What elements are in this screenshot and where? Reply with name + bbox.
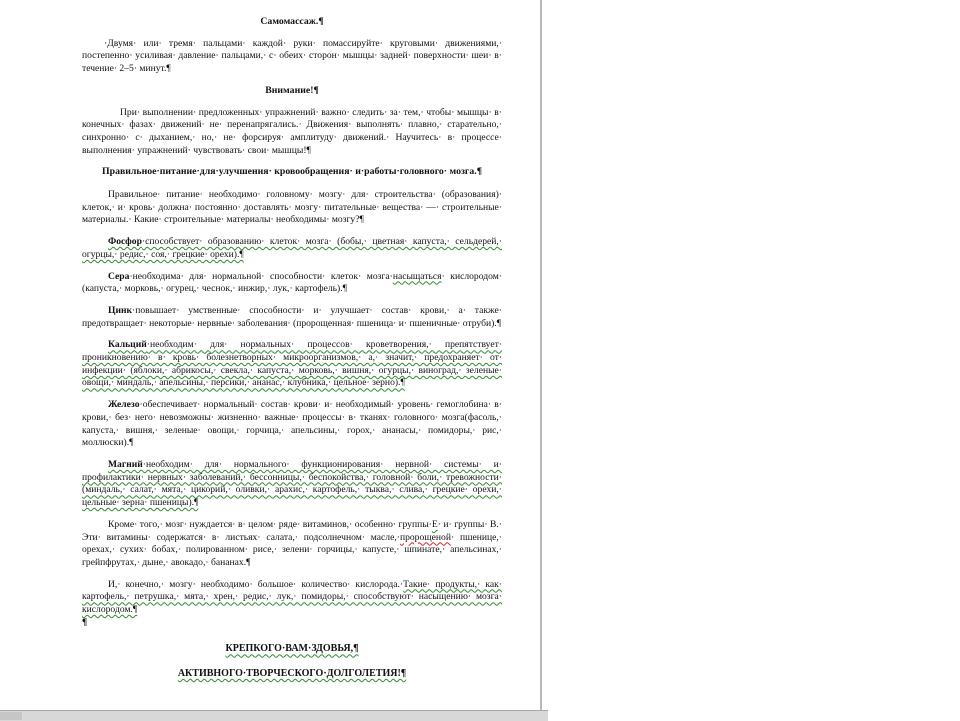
page-edge-right <box>540 0 542 712</box>
sulfur-text-a: ·необходима· для· нормальной· способности· клеток· мозга· <box>129 270 393 282</box>
spelling-flag[interactable]: пророщеной <box>399 531 451 543</box>
term-zinc: Цинк <box>108 304 133 316</box>
paragraph-zinc <box>82 305 502 330</box>
vitamins-text-b: · и· группы· В.· Эти· витамины· содержатся· в· листьях· салата,· подсолнечном· масле,· <box>82 518 502 543</box>
heading-nutrition: Правильное·питание·для·улучшения· кровообращения· и·работы·головного· мозга.¶ <box>102 166 482 178</box>
term-phosphorus: Фосфор <box>108 236 142 248</box>
term-iron: Железо <box>108 399 140 411</box>
document-body[interactable] <box>82 16 502 681</box>
sulfur-text-b: · кислородом· (капуста,· морковь,· огурец,· чеснок,· инжир,· лук,· картофель).¶ <box>82 270 503 295</box>
vitamins-text-a: Кроме· того,· мозг· нуждается· в· целом· ряде· витаминов,· особенно· группы· <box>108 518 432 530</box>
term-calcium: Кальций <box>108 339 147 351</box>
paragraph-magnesium <box>82 459 502 510</box>
iron-text: ·обеспечивает· нормальный· состав· крови· и· необходимый· уровень· гемоглобина· в· крови,· без· него· невозможны· жизненно· важные· процессы· в· тканях· головного· мозга(фасоль,· капуста,· вишня,· зеленые· овощи,· горчица,· апельсины,· горох,· ананасы,· помидоры,· рис,· моллюски).¶ <box>82 399 502 449</box>
paragraph-attention: При· выполнении· предложенных· упражнений· важно· следить· за· тем,· чтобы· мышцы· в· конечных· фазах· движений· не· перенапрягались.· Движения· выполнять· плавно,· старательно,· синхронно· с· дыханием,· но,· не· форсируя· амплитуду· движений.· Научитесь· в· процессе· выполнения· упражнений· чувствовать· свои· мышцы!¶ <box>82 106 502 156</box>
paragraph-iron <box>82 399 502 450</box>
paragraph-calcium <box>82 339 502 390</box>
oxygen-text-b: Такие· продукты,· как· картофель,· петрушка,· мята,· хрен,· редис,· лук,· помидоры,· способствуют· насыщению· мозга· кислородом.¶ <box>82 578 502 616</box>
heading-attention: Внимание!¶ <box>265 84 319 96</box>
closing-line-2 <box>82 668 502 681</box>
empty-paragraph-mark: ¶ <box>82 616 88 628</box>
grammar-flag-e[interactable]: Е <box>431 518 438 530</box>
horizontal-scrollbar[interactable] <box>0 710 548 721</box>
heading-self-massage: Самомассаж.¶ <box>260 16 324 27</box>
paragraph-nutrition-intro: Правильное· питание· необходимо· головному· мозгу· для· строительства· (образования)· клеток,· и· кровь· должна· постоянно· доставлять· мозгу· питательные· вещества· —· строительные· материалы.· Какие· строительные· материалы· необходимы· мозгу?¶ <box>82 189 502 226</box>
term-magnesium: Магний <box>108 458 143 470</box>
calcium-text: ·необходим· для· нормальных· процессов· кроветворения,· препятствует· проникновению· в· кровь· болезнетворных· микроорганизмов,· а,· значит,· предохраняет· от· инфекции· (яблоки,· абрикосы,· свекла,· капуста,· морковь,· вишня,· огурцы,· виноград,· зеленые· овощи,· миндаль,· апельсины,· персики,· ананас,· клубника,· цельное· зерно).¶ <box>82 339 502 389</box>
closing-text-1: КРЕПКОГО·ВАМ·ЗДОВЬЯ,¶ <box>225 643 359 655</box>
vitamins-text-c: · пшенице,· орехах,· сухих· бобах,· полированном· рисе,· зелени· горчицы,· капусте,· шпинате,· апельсинах,· грейпфрутах,· дыне,· авокадо,· бананах.¶ <box>82 531 502 568</box>
closing-line-1 <box>82 643 502 656</box>
paragraph-vitamins <box>82 519 502 570</box>
oxygen-text-a: И,· конечно,· мозгу· необходимо· большое· количество· кислорода.· <box>108 578 404 590</box>
paragraph-oxygen <box>82 579 502 617</box>
closing-text-2: АКТИВНОГО·ТВОРЧЕСКОГО·ДОЛГОЛЕТИЯ!¶ <box>177 668 407 680</box>
zinc-text: ·повышает· умственные· способности· и· улучшает· состав· крови,· а· также· предотвращает· некоторые· нервные· заболевания· (пророщенная· пшеница· и· пшеничные· отруби).¶ <box>82 304 502 329</box>
phosphorus-text: ·способствует· образованию· клеток· мозга· (бобы,· цветная· капуста,· сельдерей,· огурцы,· редис,· соя,· грецкие· орехи).¶ <box>82 236 502 260</box>
paragraph-self-massage: ·Двумя· или· тремя· пальцами· каждой· руки· помассируйте· круговыми· движениями,· постепенно· усиливая· давление· пальцами,· с· обеих· сторон· мышцы· задней· поверхности· шеи· в· течение· 2–5· минут.¶ <box>82 37 502 75</box>
paragraph-phosphorus <box>82 236 502 261</box>
term-sulfur: Сера <box>108 270 130 282</box>
paragraph-sulfur <box>82 271 502 296</box>
grammar-flag[interactable]: насыщаться <box>392 270 442 282</box>
scrollbar-corner <box>0 712 22 720</box>
magnesium-text: ·необходим· для· нормального· функционирования· нервной· системы· и· профилактики· нервных· заболеваний,· бессонницы,· беспокойства,· головной· боли,· тревожности· (миндаль,· салат,· мята,· цикорий,· оливки,· арахис,· картофель,· тыква,· слива,· грецкие· орехи,· цельные· зерна· пшеницы).¶ <box>82 458 502 509</box>
